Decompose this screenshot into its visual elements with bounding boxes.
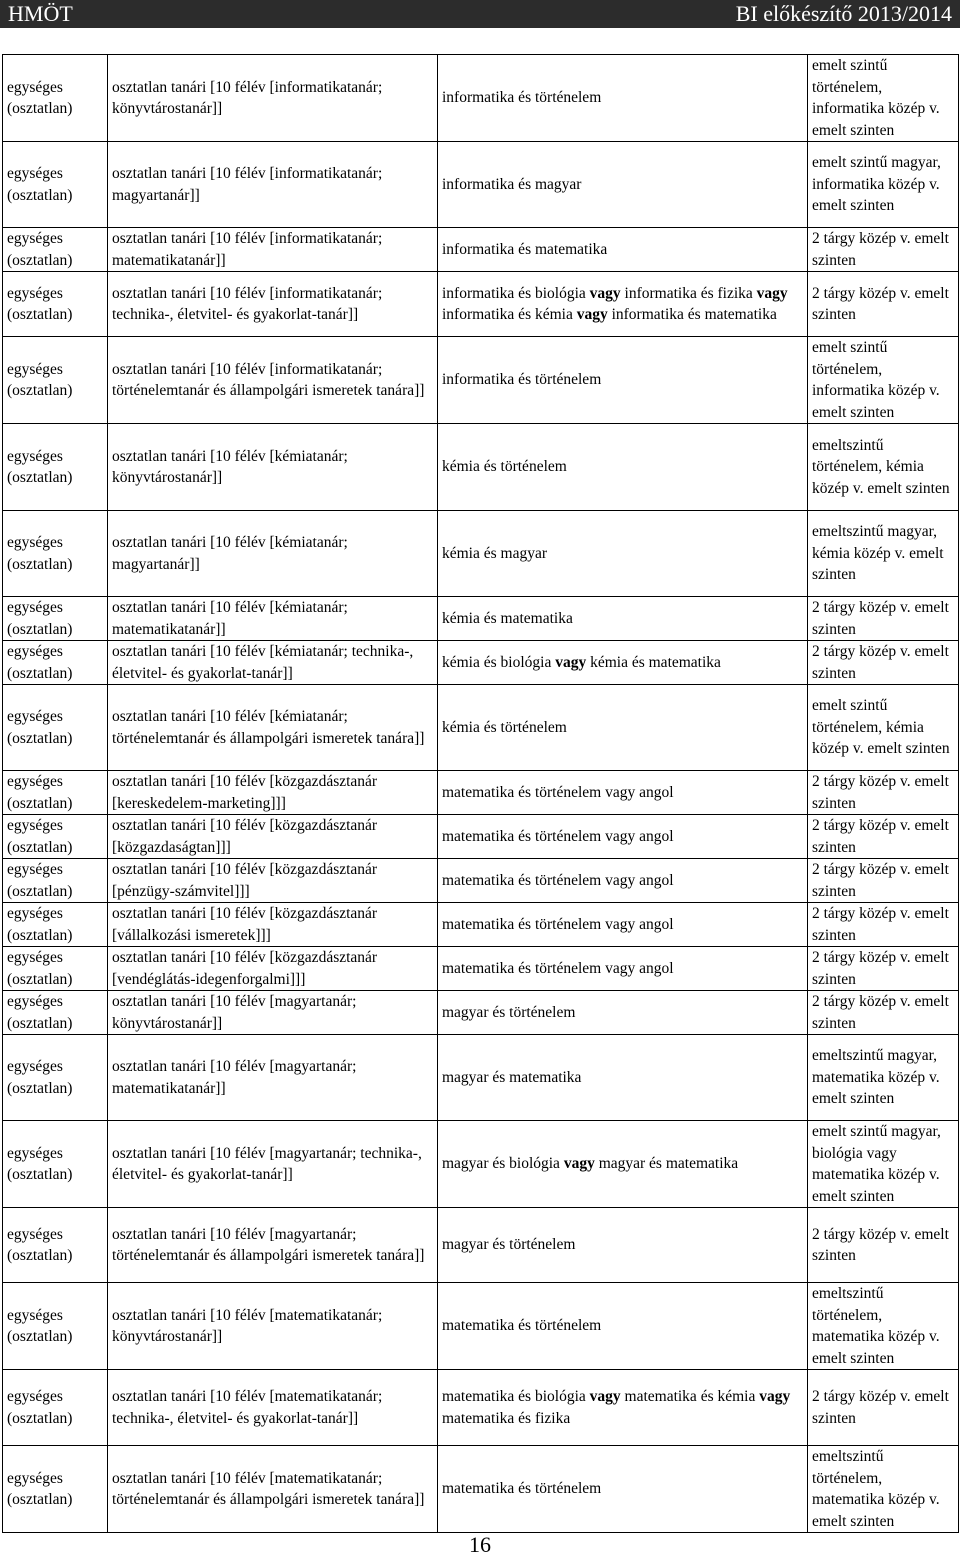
exam-level-cell: 2 tárgy közép v. emelt szinten xyxy=(808,597,959,641)
header-left-title: HMÖT xyxy=(8,1,73,26)
program-name-cell: osztatlan tanári [10 félév [matematikatanár; történelemtanár és állampolgári ismeretek tanára]] xyxy=(108,1446,438,1533)
table-row xyxy=(3,771,959,815)
subjects-cell: informatika és magyar xyxy=(438,142,808,228)
table-row xyxy=(3,859,959,903)
program-name-cell: osztatlan tanári [10 félév [matematikatanár; technika-, életvitel- és gyakorlat-tanár]] xyxy=(108,1370,438,1446)
exam-level-cell: emeltszintű magyar, kémia közép v. emelt szinten xyxy=(808,511,959,597)
table-row xyxy=(3,1283,959,1370)
subjects-text: informatika és matematika xyxy=(607,306,777,323)
exam-level-cell: emelt szintű magyar, informatika közép v. emelt szinten xyxy=(808,142,959,228)
program-table xyxy=(2,54,959,1533)
training-type-cell: egységes (osztatlan) xyxy=(3,1035,108,1121)
program-name-cell: osztatlan tanári [10 félév [közgazdásztanár [vállalkozási ismeretek]]] xyxy=(108,903,438,947)
training-type-cell: egységes (osztatlan) xyxy=(3,641,108,685)
exam-level-cell: 2 tárgy közép v. emelt szinten xyxy=(808,272,959,337)
subjects-cell: kémia és magyar xyxy=(438,511,808,597)
training-type-cell: egységes (osztatlan) xyxy=(3,947,108,991)
table-row xyxy=(3,228,959,272)
subjects-text: kémia és matematika xyxy=(586,653,721,671)
table-row xyxy=(3,1446,959,1533)
exam-level-cell: emeltszintű történelem, matematika közép v. emelt szinten xyxy=(808,1446,959,1533)
or-keyword: vagy xyxy=(555,653,587,671)
program-name-cell: osztatlan tanári [10 félév [kémiatanár; technika-, életvitel- és gyakorlat-tanár]] xyxy=(108,641,438,685)
or-keyword: vagy xyxy=(756,284,788,302)
program-name-cell: osztatlan tanári [10 félév [informatikatanár; technika-, életvitel- és gyakorlat-tanár]] xyxy=(108,272,438,337)
table-row xyxy=(3,641,959,685)
exam-level-cell: emeltszintű magyar, matematika közép v. emelt szinten xyxy=(808,1035,959,1121)
or-keyword: vagy xyxy=(576,306,608,323)
training-type-cell: egységes (osztatlan) xyxy=(3,337,108,424)
training-type-cell: egységes (osztatlan) xyxy=(3,903,108,947)
or-keyword: vagy xyxy=(589,284,621,302)
exam-level-cell: emelt szintű történelem, kémia közép v. emelt szinten xyxy=(808,685,959,771)
table-row xyxy=(3,511,959,597)
exam-level-cell: 2 tárgy közép v. emelt szinten xyxy=(808,903,959,947)
training-type-cell: egységes (osztatlan) xyxy=(3,815,108,859)
training-type-cell: egységes (osztatlan) xyxy=(3,859,108,903)
training-type-cell: egységes (osztatlan) xyxy=(3,597,108,641)
table-row xyxy=(3,947,959,991)
table-body xyxy=(3,55,959,1533)
or-keyword: vagy xyxy=(759,1388,791,1405)
or-keyword: vagy xyxy=(563,1155,595,1173)
training-type-cell: egységes (osztatlan) xyxy=(3,1283,108,1370)
table-row xyxy=(3,1121,959,1208)
subjects-cell: informatika és történelem xyxy=(438,55,808,142)
subjects-cell: matematika és történelem vagy angol xyxy=(438,815,808,859)
subjects-text: informatika és biológia xyxy=(442,284,590,302)
subjects-cell: matematika és történelem xyxy=(438,1283,808,1370)
subjects-cell: kémia és történelem xyxy=(438,424,808,511)
header-right-title: BI előkészítő 2013/2014 xyxy=(735,1,952,26)
subjects-text: matematika és kémia xyxy=(620,1388,760,1405)
exam-level-cell: emeltszintű történelem, matematika közép v. emelt szinten xyxy=(808,1283,959,1370)
subjects-cell xyxy=(438,1370,808,1446)
table-row xyxy=(3,1035,959,1121)
exam-level-cell: 2 tárgy közép v. emelt szinten xyxy=(808,228,959,272)
program-name-cell: osztatlan tanári [10 félév [matematikatanár; könyvtárostanár]] xyxy=(108,1283,438,1370)
training-type-cell: egységes (osztatlan) xyxy=(3,55,108,142)
subjects-text: informatika és fizika xyxy=(620,284,757,302)
training-type-cell: egységes (osztatlan) xyxy=(3,1208,108,1283)
training-type-cell: egységes (osztatlan) xyxy=(3,272,108,337)
training-type-cell: egységes (osztatlan) xyxy=(3,142,108,228)
exam-level-cell: emelt szintű történelem, informatika közép v. emelt szinten xyxy=(808,337,959,424)
exam-level-cell: 2 tárgy közép v. emelt szinten xyxy=(808,859,959,903)
subjects-text: kémia és biológia xyxy=(442,653,556,671)
subjects-cell: informatika és történelem xyxy=(438,337,808,424)
program-name-cell: osztatlan tanári [10 félév [informatikatanár; magyartanár]] xyxy=(108,142,438,228)
exam-level-cell: emelt szintű történelem, informatika közép v. emelt szinten xyxy=(808,55,959,142)
training-type-cell: egységes (osztatlan) xyxy=(3,1446,108,1533)
subjects-cell xyxy=(438,1121,808,1208)
table-row xyxy=(3,1370,959,1446)
exam-level-cell: 2 tárgy közép v. emelt szinten xyxy=(808,1208,959,1283)
training-type-cell: egységes (osztatlan) xyxy=(3,991,108,1035)
training-type-cell: egységes (osztatlan) xyxy=(3,1370,108,1446)
subjects-cell: matematika és történelem vagy angol xyxy=(438,859,808,903)
table-row xyxy=(3,597,959,641)
subjects-text: magyar és matematika xyxy=(594,1155,739,1173)
table-row xyxy=(3,685,959,771)
table-row xyxy=(3,142,959,228)
subjects-cell: matematika és történelem vagy angol xyxy=(438,947,808,991)
subjects-cell xyxy=(438,641,808,685)
subjects-text: matematika és biológia xyxy=(442,1388,590,1405)
program-name-cell: osztatlan tanári [10 félév [közgazdásztanár [kereskedelem-marketing]]] xyxy=(108,771,438,815)
program-name-cell: osztatlan tanári [10 félév [magyartanár; könyvtárostanár]] xyxy=(108,991,438,1035)
table-row xyxy=(3,815,959,859)
exam-level-cell: 2 tárgy közép v. emelt szinten xyxy=(808,641,959,685)
training-type-cell: egységes (osztatlan) xyxy=(3,1121,108,1208)
subjects-text: magyar és biológia xyxy=(442,1155,564,1173)
table-row xyxy=(3,272,959,337)
subjects-cell: informatika és matematika xyxy=(438,228,808,272)
program-name-cell: osztatlan tanári [10 félév [kémiatanár; történelemtanár és állampolgári ismeretek tanára]] xyxy=(108,685,438,771)
page-number: 16 xyxy=(469,1532,491,1557)
program-name-cell: osztatlan tanári [10 félév [közgazdásztanár [vendéglátás-idegenforgalmi]]] xyxy=(108,947,438,991)
program-name-cell: osztatlan tanári [10 félév [magyartanár; történelemtanár és állampolgári ismeretek tanára]] xyxy=(108,1208,438,1283)
subjects-cell: magyar és történelem xyxy=(438,1208,808,1283)
training-type-cell: egységes (osztatlan) xyxy=(3,228,108,272)
subjects-cell: matematika és történelem vagy angol xyxy=(438,771,808,815)
subjects-cell: kémia és történelem xyxy=(438,685,808,771)
training-type-cell: egységes (osztatlan) xyxy=(3,771,108,815)
program-name-cell: osztatlan tanári [10 félév [magyartanár; matematikatanár]] xyxy=(108,1035,438,1121)
program-name-cell: osztatlan tanári [10 félév [közgazdásztanár [pénzügy-számvitel]]] xyxy=(108,859,438,903)
subjects-cell xyxy=(438,272,808,337)
table-row xyxy=(3,991,959,1035)
program-name-cell: osztatlan tanári [10 félév [informatikatanár; történelemtanár és állampolgári ismeretek tanára]] xyxy=(108,337,438,424)
subjects-cell: matematika és történelem xyxy=(438,1446,808,1533)
exam-level-cell: 2 tárgy közép v. emelt szinten xyxy=(808,991,959,1035)
program-name-cell: osztatlan tanári [10 félév [informatikatanár; matematikatanár]] xyxy=(108,228,438,272)
program-name-cell: osztatlan tanári [10 félév [kémiatanár; könyvtárostanár]] xyxy=(108,424,438,511)
program-name-cell: osztatlan tanári [10 félév [kémiatanár; matematikatanár]] xyxy=(108,597,438,641)
exam-level-cell: 2 tárgy közép v. emelt szinten xyxy=(808,815,959,859)
subjects-cell: magyar és matematika xyxy=(438,1035,808,1121)
subjects-text: matematika és fizika xyxy=(442,1409,571,1427)
or-keyword: vagy xyxy=(589,1388,621,1405)
table-row xyxy=(3,1208,959,1283)
exam-level-cell: emeltszintű történelem, kémia közép v. emelt szinten xyxy=(808,424,959,511)
subjects-cell: matematika és történelem vagy angol xyxy=(438,903,808,947)
program-name-cell: osztatlan tanári [10 félév [közgazdásztanár [közgazdaságtan]]] xyxy=(108,815,438,859)
exam-level-cell: 2 tárgy közép v. emelt szinten xyxy=(808,947,959,991)
exam-level-cell: emelt szintű magyar, biológia vagy matematika közép v. emelt szinten xyxy=(808,1121,959,1208)
table-row xyxy=(3,424,959,511)
program-name-cell: osztatlan tanári [10 félév [kémiatanár; magyartanár]] xyxy=(108,511,438,597)
program-name-cell: osztatlan tanári [10 félév [magyartanár; technika-, életvitel- és gyakorlat-tanár]] xyxy=(108,1121,438,1208)
subjects-cell: magyar és történelem xyxy=(438,991,808,1035)
subjects-text: informatika és kémia xyxy=(442,306,577,323)
table-row xyxy=(3,903,959,947)
exam-level-cell: 2 tárgy közép v. emelt szinten xyxy=(808,771,959,815)
table-row xyxy=(3,55,959,142)
training-type-cell: egységes (osztatlan) xyxy=(3,511,108,597)
exam-level-cell: 2 tárgy közép v. emelt szinten xyxy=(808,1370,959,1446)
table-row xyxy=(3,337,959,424)
program-name-cell: osztatlan tanári [10 félév [informatikatanár; könyvtárostanár]] xyxy=(108,55,438,142)
training-type-cell: egységes (osztatlan) xyxy=(3,424,108,511)
subjects-cell: kémia és matematika xyxy=(438,597,808,641)
training-type-cell: egységes (osztatlan) xyxy=(3,685,108,771)
header-bar xyxy=(0,0,960,28)
